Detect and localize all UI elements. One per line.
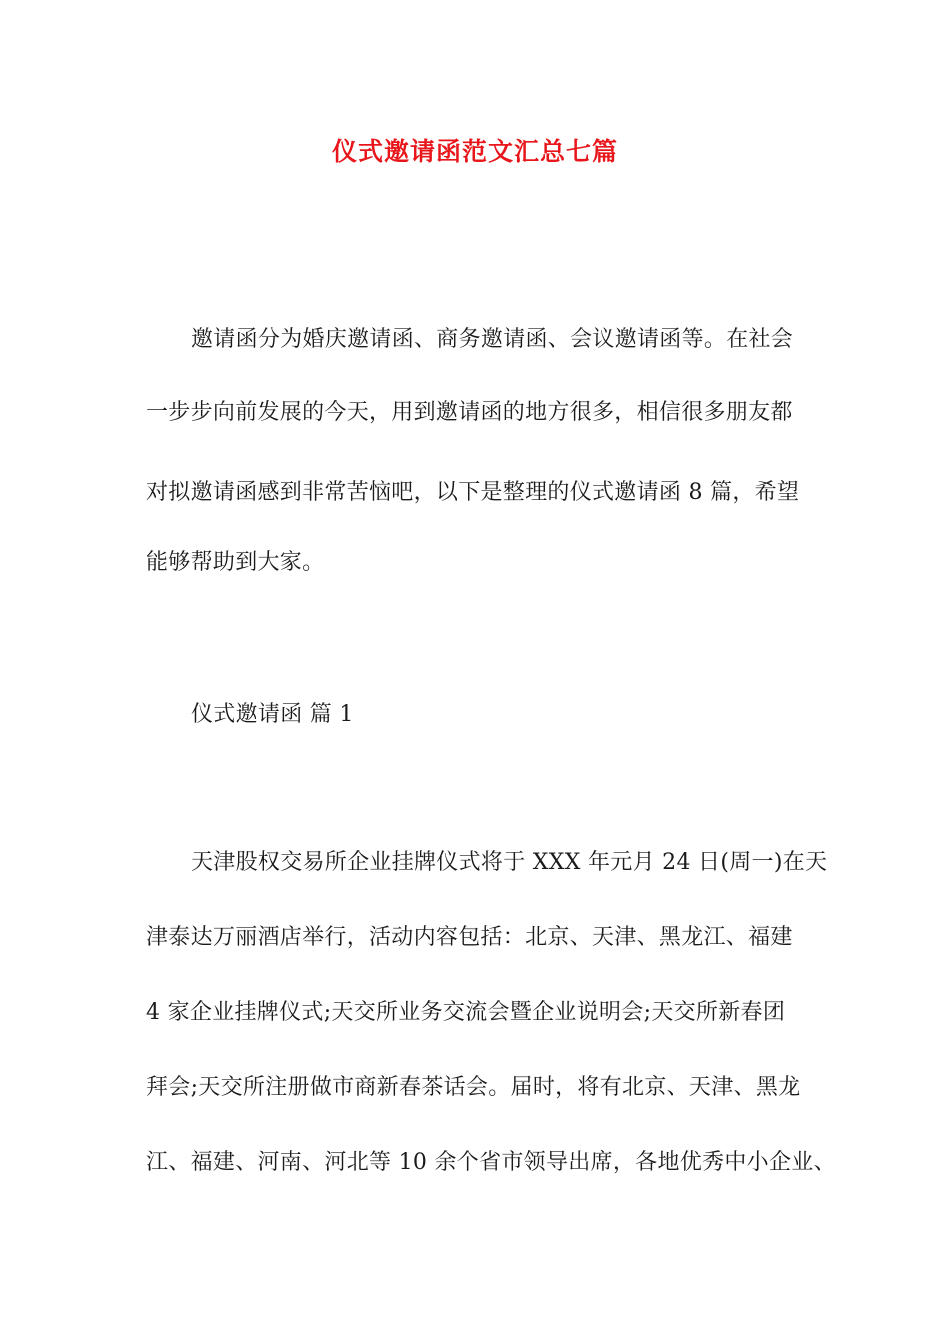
intro-line: 一步步向前发展的今天，用到邀请函的地方很多，相信很多朋友都 <box>146 400 793 425</box>
body-line: 天津股权交易所企业挂牌仪式将于 XXX 年元月 24 日(周一)在天 <box>191 850 828 875</box>
body-line: 江、福建、河南、河北等 10 余个省市领导出席，各地优秀中小企业、 <box>146 1150 836 1175</box>
section-heading: 仪式邀请函 篇 1 <box>191 702 354 727</box>
body-line: 津泰达万丽酒店举行，活动内容包括：北京、天津、黑龙江、福建 <box>146 925 793 950</box>
document-title: 仪式邀请函范文汇总七篇 <box>331 137 618 166</box>
intro-line: 能够帮助到大家。 <box>146 550 325 575</box>
body-line: 拜会;天交所注册做市商新春茶话会。届时，将有北京、天津、黑龙 <box>146 1075 801 1100</box>
body-line: 4 家企业挂牌仪式;天交所业务交流会暨企业说明会;天交所新春团 <box>146 1000 786 1025</box>
intro-line: 对拟邀请函感到非常苦恼吧，以下是整理的仪式邀请函 8 篇，希望 <box>146 480 800 505</box>
intro-line: 邀请函分为婚庆邀请函、商务邀请函、会议邀请函等。在社会 <box>191 327 794 352</box>
